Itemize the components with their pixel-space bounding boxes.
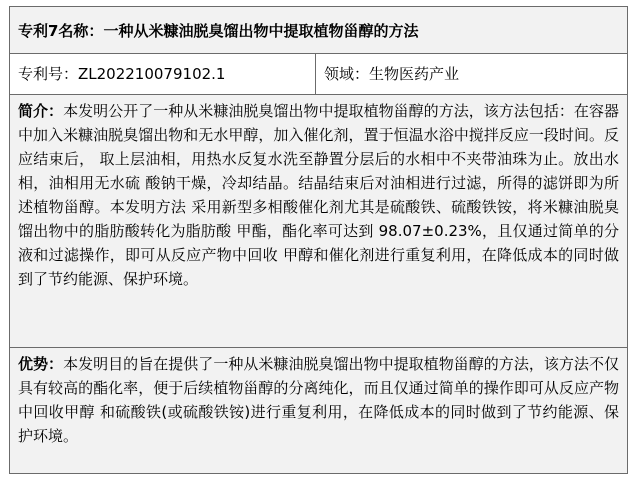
- patent-number: 专利号：ZL202210079102.1: [10, 54, 316, 94]
- advantage-section: [10, 348, 627, 473]
- summary-text: 本发明公开了一种从米糠油脱臭馏出物中提取植物甾醇的方法，该方法包括：在容器中加入米糠油脱臭馏出物和无水甲醇，加入催化剂，置于恒温水浴中搅拌反应一段时间。反应结束后， 取上层油相，用热水反复水洗至静置分层后的水相中不夹带油珠为止。放出水相，油相用无水硫 酸钠干燥，冷却结晶。结晶结束后对油相进行过滤，所得的滤饼即为所述植物甾醇。本发明方法 采用新型多相酸催化剂尤其是硫酸铁、硫酸铁铵，将米糠油脱臭馏出物中的脂肪酸转化为脂肪酸 甲酯，酯化率可达到 98.07±0.23%，且仅通过简单的分液和过滤操作，即可从反应产物中回收 甲醇和催化剂进行重复利用，在降低成本的同时做到了节约能源、保护环境。: [18, 102, 619, 288]
- patent-meta-row: [10, 54, 627, 95]
- advantage-text: 本发明目的旨在提供了一种从米糠油脱臭馏出物中提取植物甾醇的方法，该方法不仅具有较高的酯化率，便于后续植物甾醇的分离纯化，而且仅通过简单的操作即可从反应产物中回收甲醇 和硫酸铁(或硫酸铁铵)进行重复利用，在降低成本的同时做到了节约能源、保护环境。: [18, 355, 619, 445]
- advantage-label: 优势：: [18, 355, 64, 373]
- summary-label: 简介：: [18, 102, 64, 120]
- patent-field: 领域：生物医药产业: [324, 65, 460, 83]
- summary-section: [10, 95, 627, 348]
- patent-title: 专利7名称：一种从米糠油脱臭馏出物中提取植物甾醇的方法: [10, 7, 627, 54]
- patent-info-table: [9, 6, 628, 474]
